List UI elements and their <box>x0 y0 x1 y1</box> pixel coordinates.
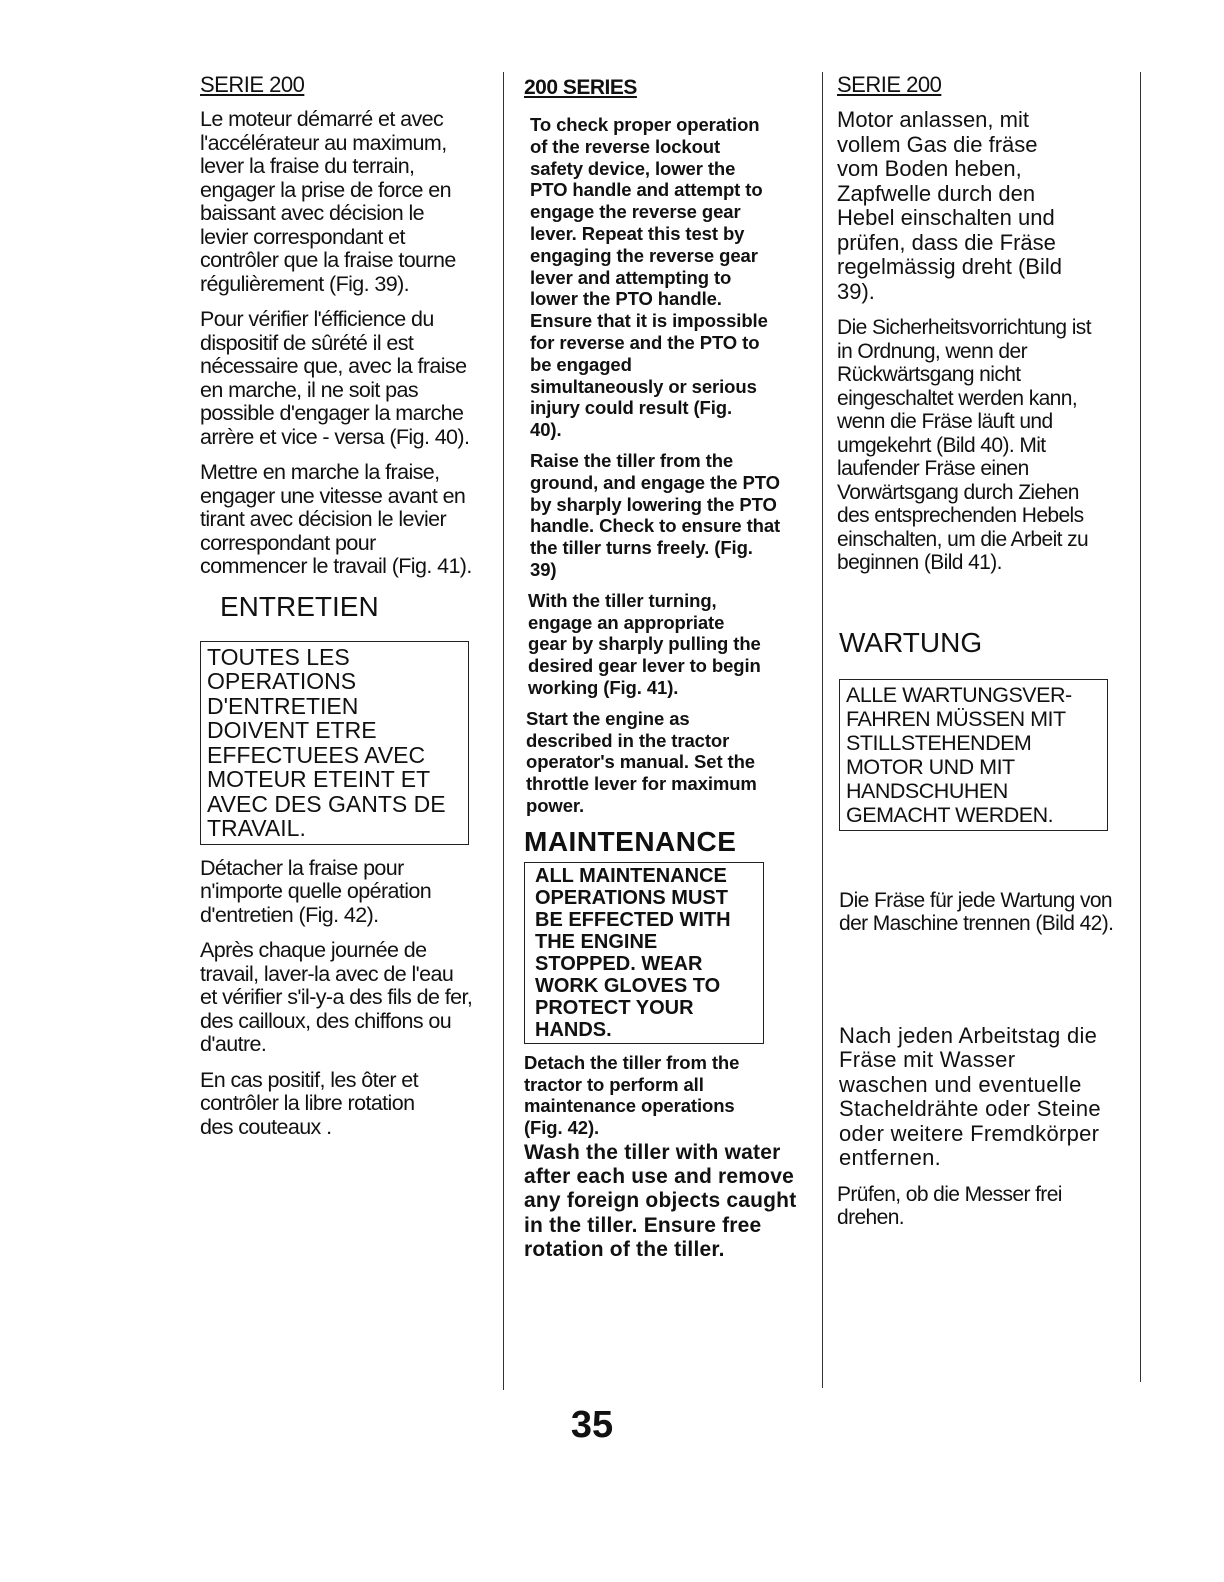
page-number: 35 <box>570 1404 614 1446</box>
maintenance-title-de: WARTUNG <box>839 626 983 658</box>
paragraph-fr-1: Le moteur démarré et avec l'accélérateur au maximum, lever la fraise du terrain, engager la prise de force en baissant avec décision le levier correspondant et contrôler que la fraise tourne régulièrement (Fig. 39). <box>200 107 456 296</box>
maintenance-paragraph-fr-3: En cas positif, les ôter et contrôler la libre rotation des couteaux . <box>200 1067 419 1139</box>
paragraph-en-1: To check proper operation of the reverse lockout safety device, lower the PTO handle and attempt to engage the reverse gear lever. Repeat this test by engaging the reverse gear lever and attempting to lower the PTO handle. Ensure that it is impossible for reverse and the PTO to be engaged simultaneously or serious injury could result (Fig. 40). <box>530 114 768 441</box>
series-heading-de: SERIE 200 <box>837 72 942 97</box>
french-column <box>200 72 490 1151</box>
maintenance-title-fr: ENTRETIEN <box>220 590 379 622</box>
paragraph-en-3: With the tiller turning, engage an appropriate gear by sharply pulling the desired gear lever to begin working (Fig. 41). <box>528 589 761 698</box>
paragraph-de-1: Motor anlassen, mit vollem Gas die fräse vom Boden heben, Zapfwelle durch den Hebel einschalten und prüfen, dass die Fräse regelmässig dreht (Bild 39). <box>837 107 1062 304</box>
maintenance-paragraph-de-1: Die Fräse für jede Wartung von der Maschine trennen (Bild 42). <box>839 888 1114 935</box>
warning-box-en: ALL MAINTENANCE OPERATIONS MUST BE EFFECTED WITH THE ENGINE STOPPED. WEAR WORK GLOVES TO PROTECT YOUR HANDS. <box>524 862 764 1044</box>
paragraph-fr-3: Mettre en marche la fraise, engager une vitesse avant en tirant avec décision le levier correspondant pour commencer le travail (Fig. 41). <box>200 460 472 578</box>
maintenance-title-en: MAINTENANCE <box>524 825 737 857</box>
german-column <box>837 72 1122 1242</box>
maintenance-paragraph-en: Detach the tiller from the tractor to perform all maintenance operations (Fig. 42). <box>524 1051 740 1139</box>
english-column <box>524 76 809 1262</box>
wash-paragraph-en: Wash the tiller with water after each use and remove any foreign objects caught in the tiller. Ensure free rotation of the tiller. <box>524 1140 797 1262</box>
maintenance-paragraph-fr-2: Après chaque journée de travail, laver-la avec de l'eau et vérifier s'il-y-a des fils de fer, des cailloux, des chiffons ou d'autre. <box>200 938 473 1056</box>
maintenance-paragraph-de-2: Nach jeden Arbeitstag die Fräse mit Wasser waschen und eventuelle Stacheldrähte oder Steine oder weitere Fremdkörper entfernen. <box>839 1022 1101 1170</box>
warning-box-de: ALLE WARTUNGSVER-FAHREN MÜSSEN MIT STILLSTEHENDEM MOTOR UND MIT HANDSCHUHEN GEMACHT WERDEN. <box>839 679 1108 831</box>
warning-box-fr: TOUTES LES OPERATIONS D'ENTRETIEN DOIVENT ETRE EFFECTUEES AVEC MOTEUR ETEINT ET AVEC DES GANTS DE TRAVAIL. <box>200 641 469 845</box>
series-heading-fr: SERIE 200 <box>200 72 305 97</box>
maintenance-paragraph-fr-1: Détacher la fraise pour n'importe quelle opération d'entretien (Fig. 42). <box>200 855 432 927</box>
series-heading-en: 200 SERIES <box>524 76 637 99</box>
paragraph-en-2: Raise the tiller from the ground, and engage the PTO by sharply lowering the PTO handle. Check to ensure that the tiller turns freely. (Fig. 39) <box>530 449 781 580</box>
maintenance-paragraph-de-3: Prüfen, ob die Messer frei drehen. <box>837 1182 1062 1229</box>
paragraph-fr-2: Pour vérifier l'éfficience du dispositif de sûrété il est nécessaire que, avec la fraise en marche, il ne soit pas possible d'engager la marche arrère et vice - versa (Fig. 40). <box>200 307 470 449</box>
paragraph-de-2: Die Sicherheitsvorrichtung ist in Ordnung, wenn der Rückwärtsgang nicht eingeschaltet werden kann, wenn die Fräse läuft und umgekehrt (Bild 40). Mit laufender Fräse einen Vorwärtsgang durch Ziehen des entsprechenden Hebels einschalten, um die Arbeit zu beginnen (Bild 41). <box>837 316 1091 574</box>
column-divider-center <box>822 72 823 1388</box>
column-divider-right <box>1140 72 1141 1382</box>
column-divider-left <box>503 72 504 1390</box>
paragraph-en-4: Start the engine as described in the tractor operator's manual. Set the throttle lever for maximum power. <box>526 707 757 816</box>
